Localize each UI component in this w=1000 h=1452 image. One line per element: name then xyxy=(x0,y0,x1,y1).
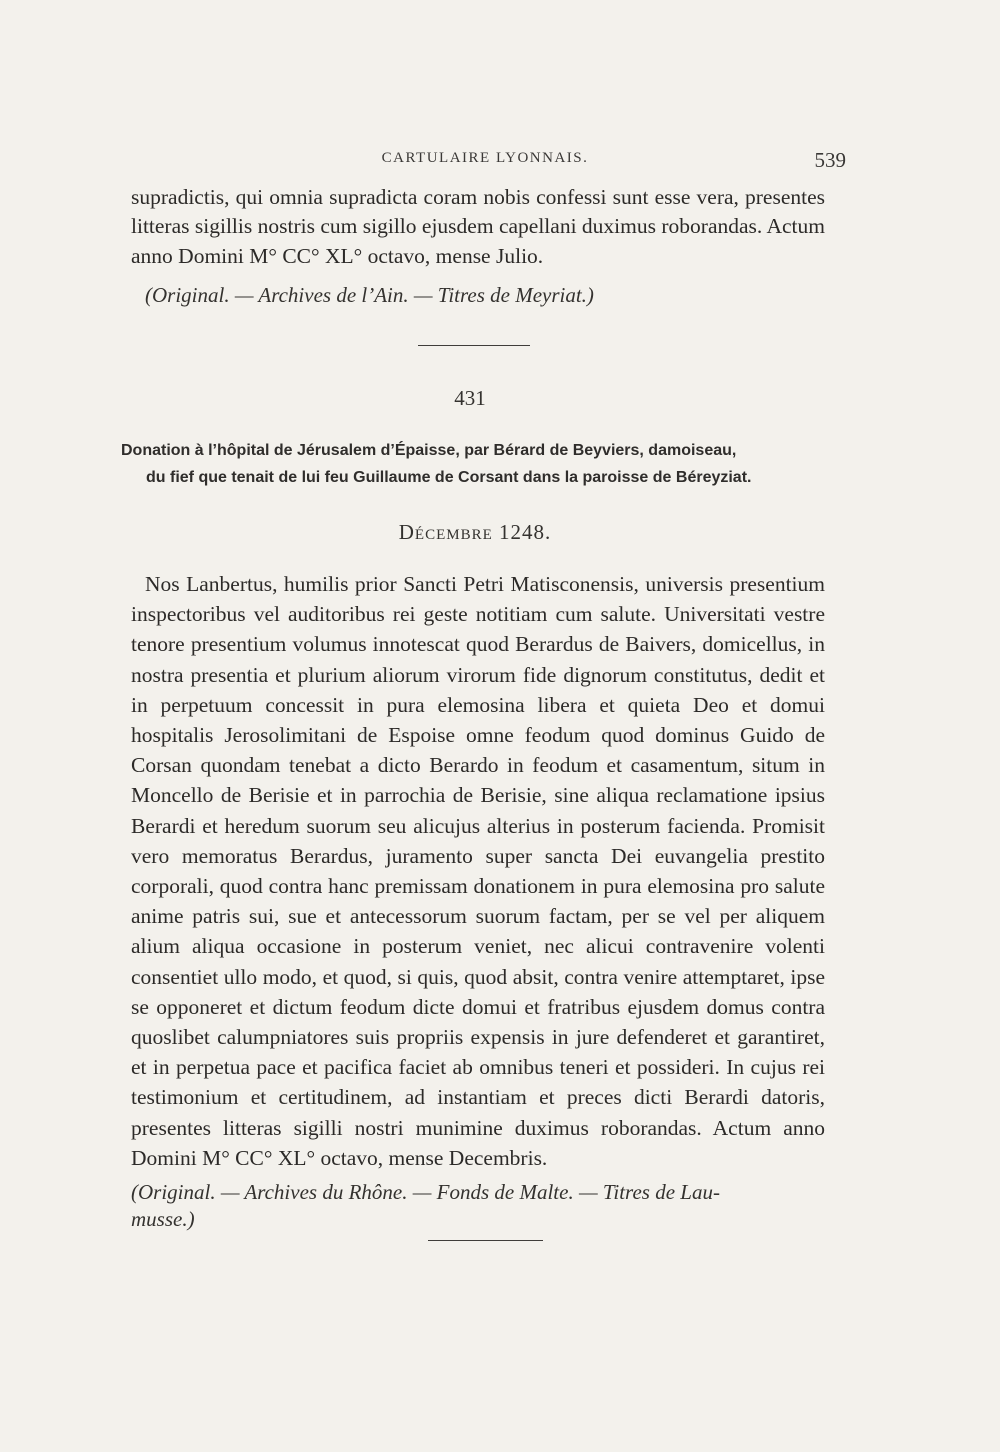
charter-heading xyxy=(121,437,828,491)
charter-text: Nos Lanbertus, humilis prior Sancti Petri Matisconensis, universis presentium inspectoribus vel auditoribus rei geste notitiam cum salute. Universitati vestre tenore presentium volumus innotescat quod Berardus de Baivers, domicellus, in nostra presentia et plurium aliorum virorum fide dignorum constitutus, dedit et in perpetuum concessit in pura elemosina libera et quieta Deo et domui hospitalis Jerosolimitani de Espoise omne feodum quod dominus Guido de Corsan quondam tenebat a dicto Berardo in feodum et casamentum, situm in Moncello de Berisie et in parrochia de Berisie, sine aliqua reclamatione ipsius Berardi et heredum suorum seu alicujus alterius in posterum facienda. Promisit vero memoratus Berardus, juramento super sancta Dei euvangelia prestito corporali, quod contra hanc premissam donationem in pura elemosina pro salute anime patris sui, sue et antecessorum suorum factam, per se vel per aliquem alium aliqua occasione in posterum veniet, nec alicui contravenire volenti consentiet ullo modo, et quod, si quis, quod absit, contra venire attemptaret, ipse se opponeret et dictum feodum dicte domui et fratribus ejusdem domus contra quoslibet calumpniatores suis propriis expensis in jure defenderet et garantiret, et in perpetua pace et pacifica faciet ab omnibus teneri et possideri. In cujus rei testimonium et certitudinem, ad instantiam et preces dicti Berardi datoris, presentes litteras sigilli nostri munimine duximus roborandas. Actum anno Domini M° CC° XL° octavo, mense Decembris. xyxy=(131,572,825,1170)
previous-charter-source-note: (Original. — Archives de l’Ain. — Titres de Meyriat.) xyxy=(145,283,594,307)
running-head xyxy=(120,150,850,174)
charter-date-month: Décembre xyxy=(398,520,493,544)
running-title: CARTULAIRE LYONNAIS. xyxy=(381,150,589,166)
section-divider xyxy=(418,345,530,346)
charter-date xyxy=(0,520,950,545)
page-number: 539 xyxy=(814,148,846,172)
charter-source-note-line2: musse.) xyxy=(131,1207,195,1231)
charter-source-note xyxy=(131,1179,831,1233)
previous-charter-text: supradictis, qui omnia supradicta coram nobis confessi sunt esse vera, presentes litteras sigillis nostris cum sigillo ejusdem capellani duximus roborandas. Actum anno Domini M° CC° XL° octavo, mense Julio. xyxy=(131,185,825,268)
charter-heading-rest: du fief que tenait de lui feu Guillaume de Corsant dans la paroisse de Béreyziat. xyxy=(146,469,752,486)
charter-heading-line1: Donation à l’hôpital de Jérusalem d’Épaisse, par Bérard de Beyviers, damoiseau, xyxy=(121,442,737,459)
charter-source-note-line1: (Original. — Archives du Rhône. — Fonds de Malte. — Titres de Lau- xyxy=(131,1180,720,1204)
charter-number: 431 xyxy=(454,386,486,410)
end-divider xyxy=(428,1240,543,1241)
charter-date-year: 1248. xyxy=(499,520,552,544)
